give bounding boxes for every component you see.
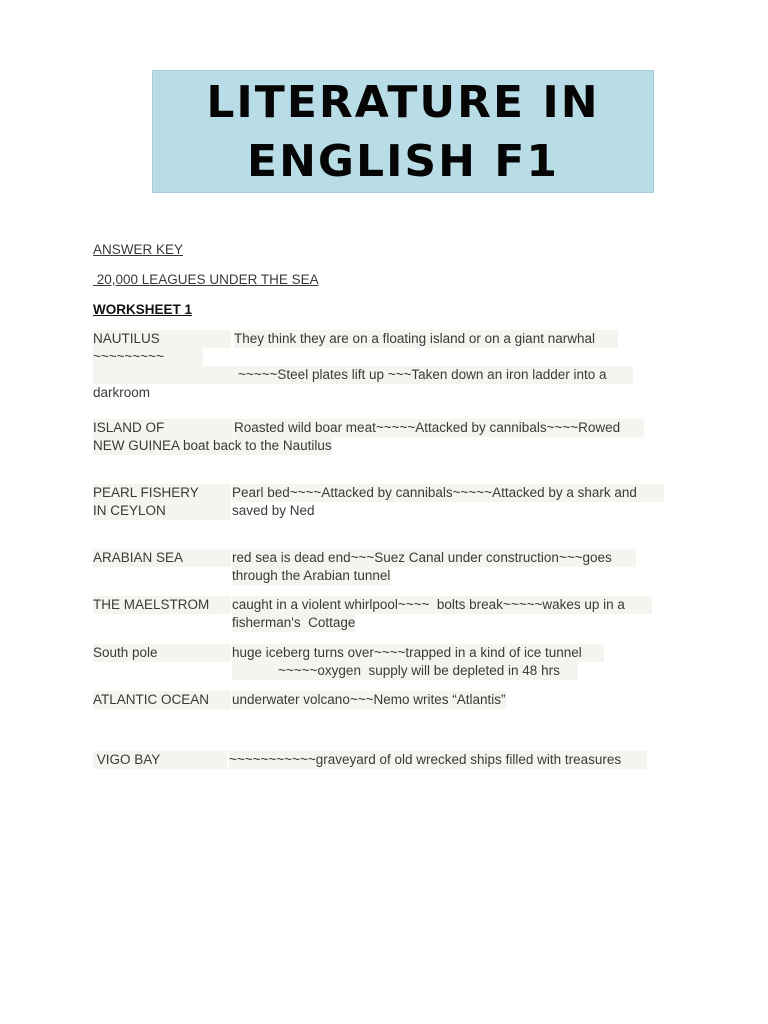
entry-description: huge iceberg turns over~~~~trapped in a kind of ice tunnel bbox=[232, 644, 604, 662]
entry-description-continuation: fisherman's Cottage bbox=[232, 615, 356, 630]
title-line-2: ENGLISH F1 bbox=[247, 135, 559, 187]
entry-description-continuation: saved by Ned bbox=[232, 503, 315, 518]
entry-label: South pole bbox=[93, 644, 231, 662]
entry-description: ~~~~~~~~~~~graveyard of old wrecked ships filled with treasures bbox=[229, 751, 647, 769]
entry-label: THE MAELSTROM bbox=[93, 596, 231, 614]
entry-description: They think they are on a floating island or on a giant narwhal bbox=[234, 330, 618, 348]
entry-label: ISLAND OF bbox=[93, 419, 233, 437]
entry-description-continuation: through the Arabian tunnel bbox=[232, 568, 391, 583]
worksheet-heading: WORKSHEET 1 bbox=[93, 302, 193, 317]
title-banner bbox=[152, 70, 654, 193]
entry-description: ~~~~~Steel plates lift up ~~~Taken down an iron ladder into a bbox=[93, 366, 633, 384]
entry-label: NAUTILUS bbox=[93, 330, 231, 348]
title-line-1: LITERATURE IN bbox=[206, 76, 600, 128]
entry-description-continuation: ~~~~~oxygen supply will be depleted in 48 hrs bbox=[232, 662, 578, 680]
entry-label: PEARL FISHERY bbox=[93, 484, 231, 502]
entry-description: Pearl bed~~~~Attacked by cannibals~~~~~Attacked by a shark and bbox=[232, 484, 664, 502]
entry-label-continuation: ~~~~~~~~~ bbox=[93, 348, 203, 366]
entry-label: VIGO BAY bbox=[93, 751, 227, 769]
entry-label: ARABIAN SEA bbox=[93, 549, 231, 567]
entry-description: caught in a violent whirlpool~~~~ bolts break~~~~~wakes up in a bbox=[232, 596, 652, 614]
book-title: 20,000 LEAGUES UNDER THE SEA bbox=[93, 272, 319, 287]
entry-label-continuation: NEW GUINEA boat back to the Nautilus bbox=[93, 438, 332, 453]
entry-description: red sea is dead end~~~Suez Canal under construction~~~goes bbox=[232, 549, 636, 567]
answer-key-heading: ANSWER KEY bbox=[93, 242, 184, 257]
entry-description-continuation: darkroom bbox=[93, 385, 151, 400]
entry-description: underwater volcano~~~Nemo writes “Atlantis” bbox=[232, 692, 506, 707]
document-title bbox=[206, 73, 599, 191]
entry-description: Roasted wild boar meat~~~~~Attacked by cannibals~~~~Rowed bbox=[234, 419, 644, 437]
entry-label-continuation: IN CEYLON bbox=[93, 502, 231, 520]
entry-label: ATLANTIC OCEAN bbox=[93, 691, 231, 709]
